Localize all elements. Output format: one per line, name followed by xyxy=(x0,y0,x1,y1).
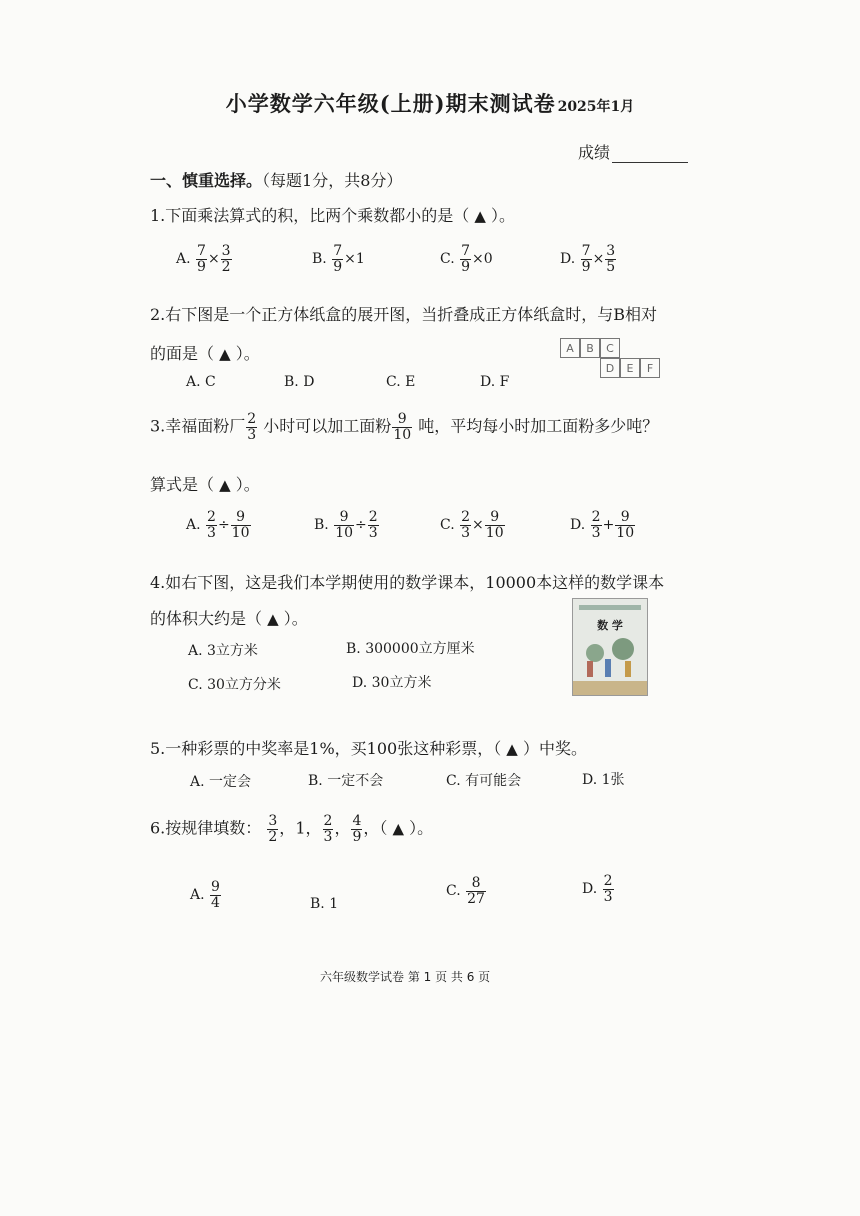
q4-option-b: B. 300000立方厘米 xyxy=(346,641,475,657)
q3-text: 吨，平均每小时加工面粉多少吨？ xyxy=(418,416,659,436)
operator: × xyxy=(472,517,484,534)
fraction: $\frac{9}{10}$ xyxy=(231,509,250,541)
section-note: （每题1分，共8分） xyxy=(262,171,403,190)
q5-option-c: C. 有可能会 xyxy=(446,773,522,789)
comma: ， xyxy=(363,818,380,838)
q4-option-a: A. 3立方米 xyxy=(188,643,258,659)
section-heading xyxy=(150,168,402,191)
section-label: 一、慎重选择。 xyxy=(150,171,263,190)
q1-option-d xyxy=(560,244,617,274)
exam-title xyxy=(0,88,860,118)
page-footer: 六年级数学试卷 第 1 页 共 6 页 xyxy=(320,970,491,984)
q1-option-b xyxy=(312,244,365,274)
q4-text-end: ）。 xyxy=(283,609,308,628)
q2-option-a: A. C xyxy=(186,374,216,390)
comma: ， xyxy=(279,818,296,838)
fraction: $\frac{9}{10}$ xyxy=(616,509,635,541)
q1-text-end: ）。 xyxy=(491,206,516,225)
fraction: $\frac{9}{10}$ xyxy=(393,411,412,443)
answer-triangle-icon: ▲ xyxy=(219,345,231,363)
answer-triangle-icon: ▲ xyxy=(506,740,518,758)
q1-option-c xyxy=(440,244,493,274)
operator: × xyxy=(592,251,605,268)
question-3-line-2 xyxy=(150,472,260,495)
net-face-c: C xyxy=(600,338,620,358)
fraction: $\frac{3}{2}$ xyxy=(268,813,278,845)
sequence-term: 1 xyxy=(295,818,306,838)
fraction: $\frac{3}{5}$ xyxy=(606,243,616,275)
fraction: $\frac{4}{9}$ xyxy=(352,813,362,845)
q2-option-d: D. F xyxy=(480,374,510,390)
fraction: $\frac{3}{2}$ xyxy=(221,243,231,275)
q2-option-c: C. E xyxy=(386,374,416,390)
option-letter: C. xyxy=(440,517,455,534)
fraction: $\frac{2}{3}$ xyxy=(207,509,216,541)
net-face-b: B xyxy=(580,338,600,358)
q6-option-d xyxy=(582,874,615,904)
operator: ×1 xyxy=(344,251,365,268)
q3-option-a xyxy=(186,510,252,540)
q3-text: 算式是（ xyxy=(150,475,215,494)
fraction: $\frac{7}{9}$ xyxy=(333,243,343,275)
fraction: $\frac{2}{3}$ xyxy=(603,873,613,905)
q5-option-b: B. 一定不会 xyxy=(308,773,384,789)
question-4-line-2 xyxy=(150,606,308,629)
answer-triangle-icon: ▲ xyxy=(474,207,486,225)
fraction: $\frac{9}{10}$ xyxy=(485,509,504,541)
option-letter: D. xyxy=(560,251,576,268)
q3-text: 3.幸福面粉厂 xyxy=(150,416,246,436)
q5-option-a: A. 一定会 xyxy=(190,774,252,790)
question-3-line-1 xyxy=(150,412,658,442)
net-face-a: A xyxy=(560,338,580,358)
fraction: $\frac{2}{3}$ xyxy=(247,411,257,443)
q6-text: 6.按规律填数： xyxy=(150,818,262,838)
operator: ×0 xyxy=(472,251,493,268)
option-letter: A. xyxy=(176,251,191,268)
q2-text-end: ）。 xyxy=(235,344,260,363)
fraction: $\frac{7}{9}$ xyxy=(581,243,591,275)
fraction: $\frac{7}{9}$ xyxy=(197,243,206,275)
question-5 xyxy=(150,736,587,759)
q6-option-b: B. 1 xyxy=(310,896,339,912)
q5-text: 5.一种彩票的中奖率是1%，买100张这种彩票，（ xyxy=(150,739,502,758)
option-letter: B. xyxy=(314,517,329,534)
option-letter: C. xyxy=(446,883,461,900)
fraction: $\frac{2}{3}$ xyxy=(368,509,378,541)
operator: ÷ xyxy=(355,517,367,534)
book-cover-illustration xyxy=(573,599,647,695)
q2-option-b: B. D xyxy=(284,374,315,390)
q6-option-c xyxy=(446,876,487,906)
net-face-e: E xyxy=(620,358,640,378)
option-letter: D. xyxy=(570,517,586,534)
answer-triangle-icon: ▲ xyxy=(392,819,405,838)
question-6 xyxy=(150,814,433,844)
q6-text-end: ）。 xyxy=(409,818,434,838)
exam-date: 2025年1月 xyxy=(557,99,635,115)
answer-triangle-icon: ▲ xyxy=(267,610,279,628)
fraction: $\frac{9}{4}$ xyxy=(211,879,220,911)
fraction: $\frac{2}{3}$ xyxy=(591,509,601,541)
score-label: 成绩 xyxy=(578,143,611,162)
comma: ， xyxy=(334,818,351,838)
option-letter: B. xyxy=(312,251,327,268)
q3-option-d xyxy=(570,510,636,540)
operator: × xyxy=(207,251,220,268)
book-title: 数 学 xyxy=(597,619,623,632)
comma: ， xyxy=(305,818,322,838)
operator: + xyxy=(602,517,615,534)
net-face-f: F xyxy=(640,358,660,378)
q6-option-a xyxy=(190,880,222,910)
score-blank xyxy=(612,146,688,163)
net-face-d: D xyxy=(600,358,620,378)
q5-option-d: D. 1张 xyxy=(582,772,625,788)
answer-triangle-icon: ▲ xyxy=(219,476,231,494)
question-4-line-1: 4.如右下图，这是我们本学期使用的数学课本，10000本这样的数学课本 xyxy=(150,573,665,592)
fraction: $\frac{2}{3}$ xyxy=(323,813,333,845)
math-textbook-image xyxy=(572,598,648,696)
question-2-line-2 xyxy=(150,341,260,364)
paren: （ xyxy=(379,818,388,838)
fraction: $\frac{7}{9}$ xyxy=(461,243,471,275)
fraction: $\frac{8}{27}$ xyxy=(467,875,485,907)
option-letter: C. xyxy=(440,251,455,268)
q2-text: 的面是（ xyxy=(150,344,215,363)
fraction: $\frac{2}{3}$ xyxy=(461,509,471,541)
title-text: 小学数学六年级(上册)期末测试卷 xyxy=(225,91,556,116)
q3-text-end: ）。 xyxy=(235,475,260,494)
score-field xyxy=(578,140,688,163)
q3-option-c xyxy=(440,510,506,540)
fraction: $\frac{9}{10}$ xyxy=(335,509,354,541)
option-letter: A. xyxy=(186,517,201,534)
question-2-line-1: 2.右下图是一个正方体纸盒的展开图，当折叠成正方体纸盒时，与B相对 xyxy=(150,305,658,324)
q4-option-c: C. 30立方分米 xyxy=(188,677,281,693)
q3-text: 小时可以加工面粉 xyxy=(263,416,392,436)
q1-option-a xyxy=(176,244,233,274)
q3-option-b xyxy=(314,510,380,540)
option-letter: A. xyxy=(190,887,205,904)
q5-text-end: ）中奖。 xyxy=(522,739,587,758)
q1-text: 1.下面乘法算式的积，比两个乘数都小的是（ xyxy=(150,206,470,225)
operator: ÷ xyxy=(217,517,230,534)
q4-text: 的体积大约是（ xyxy=(150,609,263,628)
option-letter: D. xyxy=(582,881,598,898)
question-1 xyxy=(150,203,515,226)
q4-option-d: D. 30立方米 xyxy=(352,675,432,691)
